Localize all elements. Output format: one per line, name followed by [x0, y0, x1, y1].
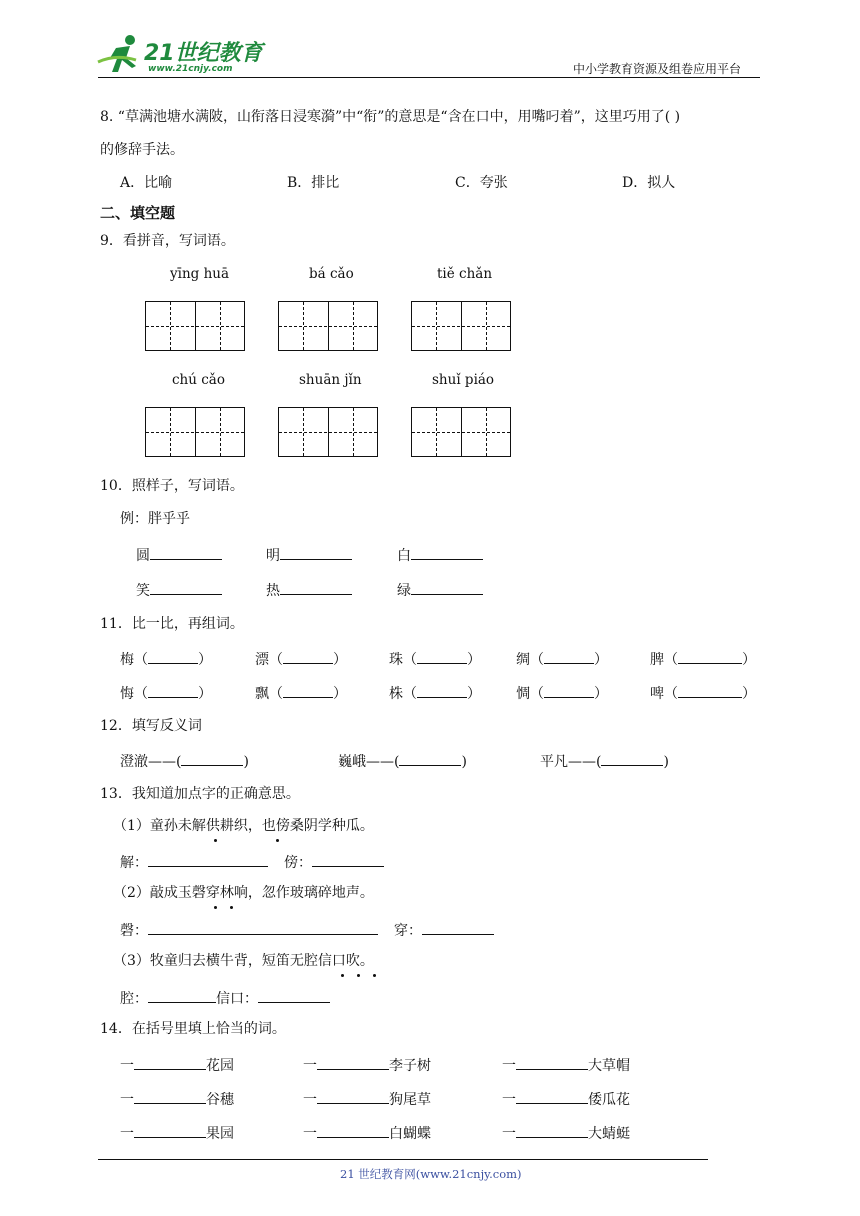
- q11-item: 漂（ ）: [255, 649, 347, 669]
- q14-item: 一 花园: [120, 1055, 234, 1075]
- q10-item: 热: [266, 580, 352, 600]
- q13-sentence-1: （1）童孙未解供耕织，也傍桑阴学种瓜。: [113, 818, 374, 834]
- q12-item: 平凡——( ): [540, 751, 669, 771]
- q14-item: 一 大草帽: [502, 1055, 630, 1075]
- q14-item: 一 大蜻蜓: [502, 1123, 630, 1143]
- header-divider: [98, 77, 760, 78]
- q8-line1: 8. “草满池塘水满陂，山衔落日浸寒漪”中“衔”的意思是“含在口中，用嘴叼着”，这里巧用了( ): [100, 109, 681, 125]
- answer-blank[interactable]: [280, 580, 352, 595]
- q11-item: 绸（ ）: [516, 649, 608, 669]
- writing-grid[interactable]: [278, 301, 378, 351]
- answer-blank[interactable]: [516, 1089, 588, 1104]
- q14-item: 一 果园: [120, 1123, 234, 1143]
- q10-item: 笑: [136, 580, 222, 600]
- q11-item: 惆（ ）: [516, 683, 608, 703]
- q12-item: 巍峨——( ): [338, 751, 467, 771]
- writing-grid[interactable]: [411, 407, 511, 457]
- q11-item: 脾（ ）: [650, 649, 756, 669]
- q14-title: 14．在括号里填上恰当的词。: [100, 1021, 286, 1037]
- q8-option-b: B．排比: [287, 175, 340, 191]
- answer-blank[interactable]: [181, 751, 243, 766]
- q12-item: 澄澈——( ): [120, 751, 249, 771]
- q14-item: 一 谷穗: [120, 1089, 234, 1109]
- q11-item: 啤（ ）: [650, 683, 756, 703]
- answer-blank[interactable]: [601, 751, 663, 766]
- answer-blank[interactable]: [417, 683, 467, 698]
- answer-blank[interactable]: [148, 988, 216, 1003]
- answer-blank[interactable]: [678, 683, 742, 698]
- q13-sentence-3: （3）牧童归去横牛背，短笛无腔信口吹。: [113, 953, 374, 969]
- platform-name: 中小学教育资源及组卷应用平台: [573, 62, 742, 76]
- answer-blank[interactable]: [678, 649, 742, 664]
- runner-logo-icon: [96, 32, 150, 78]
- emphasis-dot: [357, 974, 360, 977]
- logo-text: 21世纪教育: [144, 41, 263, 66]
- q11-item: 株（ ）: [389, 683, 481, 703]
- q10-example: 例：胖乎乎: [120, 511, 190, 527]
- emphasis-dot: [230, 906, 233, 909]
- pinyin-3: tiě chǎn: [437, 266, 493, 282]
- q10-item: 白: [397, 545, 483, 565]
- answer-blank[interactable]: [148, 649, 198, 664]
- pinyin-4: chú cǎo: [172, 372, 225, 388]
- writing-grid[interactable]: [411, 301, 511, 351]
- q11-item: 梅（ ）: [120, 649, 212, 669]
- writing-grid[interactable]: [145, 301, 245, 351]
- q10-item: 绿: [397, 580, 483, 600]
- section-heading: 二、填空题: [100, 204, 176, 222]
- answer-blank[interactable]: [399, 751, 461, 766]
- answer-blank[interactable]: [280, 545, 352, 560]
- q8-option-d: D．拟人: [622, 175, 676, 191]
- pinyin-5: shuān jǐn: [299, 372, 362, 388]
- answer-blank[interactable]: [317, 1055, 389, 1070]
- answer-blank[interactable]: [258, 988, 330, 1003]
- q12-title: 12．填写反义词: [100, 718, 202, 734]
- emphasis-dot: [214, 906, 217, 909]
- answer-blank[interactable]: [544, 683, 594, 698]
- header-logo: [96, 30, 266, 80]
- answer-blank[interactable]: [516, 1123, 588, 1138]
- q14-item: 一 倭瓜花: [502, 1089, 630, 1109]
- q9-title: 9．看拼音，写词语。: [100, 233, 235, 249]
- q11-item: 悔（ ）: [120, 683, 212, 703]
- logo-url: www.21cnjy.com: [148, 64, 233, 74]
- footer-divider: [98, 1159, 708, 1160]
- q13-blank-row: 腔： 信口：: [120, 988, 330, 1008]
- q11-item: 珠（ ）: [389, 649, 481, 669]
- pinyin-6: shuǐ piáo: [432, 372, 495, 388]
- answer-blank[interactable]: [422, 920, 494, 935]
- q13-blank-row: 解： 傍：: [120, 852, 384, 872]
- answer-blank[interactable]: [312, 852, 384, 867]
- emphasis-dot: [276, 839, 279, 842]
- answer-blank[interactable]: [134, 1055, 206, 1070]
- answer-blank[interactable]: [411, 545, 483, 560]
- q14-item: 一 李子树: [303, 1055, 431, 1075]
- writing-grid[interactable]: [145, 407, 245, 457]
- answer-blank[interactable]: [544, 649, 594, 664]
- q10-item: 明: [266, 545, 352, 565]
- answer-blank[interactable]: [134, 1123, 206, 1138]
- answer-blank[interactable]: [283, 649, 333, 664]
- q8-option-a: A．比喻: [120, 175, 173, 191]
- q8-line2: 的修辞手法。: [100, 142, 184, 158]
- answer-blank[interactable]: [417, 649, 467, 664]
- pinyin-2: bá cǎo: [309, 266, 354, 282]
- q8-option-c: C．夸张: [455, 175, 508, 191]
- answer-blank[interactable]: [317, 1123, 389, 1138]
- answer-blank[interactable]: [148, 683, 198, 698]
- emphasis-dot: [214, 839, 217, 842]
- pinyin-1: yīng huā: [170, 266, 230, 282]
- answer-blank[interactable]: [148, 852, 268, 867]
- q10-title: 10．照样子，写词语。: [100, 478, 244, 494]
- q14-item: 一 白蝴蝶: [303, 1123, 431, 1143]
- answer-blank[interactable]: [283, 683, 333, 698]
- q13-sentence-2: （2）敲成玉磬穿林响，忽作玻璃碎地声。: [113, 885, 374, 901]
- q10-item: 圆: [136, 545, 222, 565]
- emphasis-dot: [341, 974, 344, 977]
- answer-blank[interactable]: [516, 1055, 588, 1070]
- q11-title: 11．比一比，再组词。: [100, 616, 244, 632]
- answer-blank[interactable]: [411, 580, 483, 595]
- answer-blank[interactable]: [134, 1089, 206, 1104]
- writing-grid[interactable]: [278, 407, 378, 457]
- answer-blank[interactable]: [150, 580, 222, 595]
- q13-blank-row: 磬： 穿：: [120, 920, 494, 940]
- answer-blank[interactable]: [148, 920, 378, 935]
- q13-title: 13．我知道加点字的正确意思。: [100, 786, 300, 802]
- answer-blank[interactable]: [150, 545, 222, 560]
- footer-text: 21 世纪教育网(www.21cnjy.com): [340, 1167, 522, 1181]
- emphasis-dot: [373, 974, 376, 977]
- q11-item: 飘（ ）: [255, 683, 347, 703]
- q14-item: 一 狗尾草: [303, 1089, 431, 1109]
- answer-blank[interactable]: [317, 1089, 389, 1104]
